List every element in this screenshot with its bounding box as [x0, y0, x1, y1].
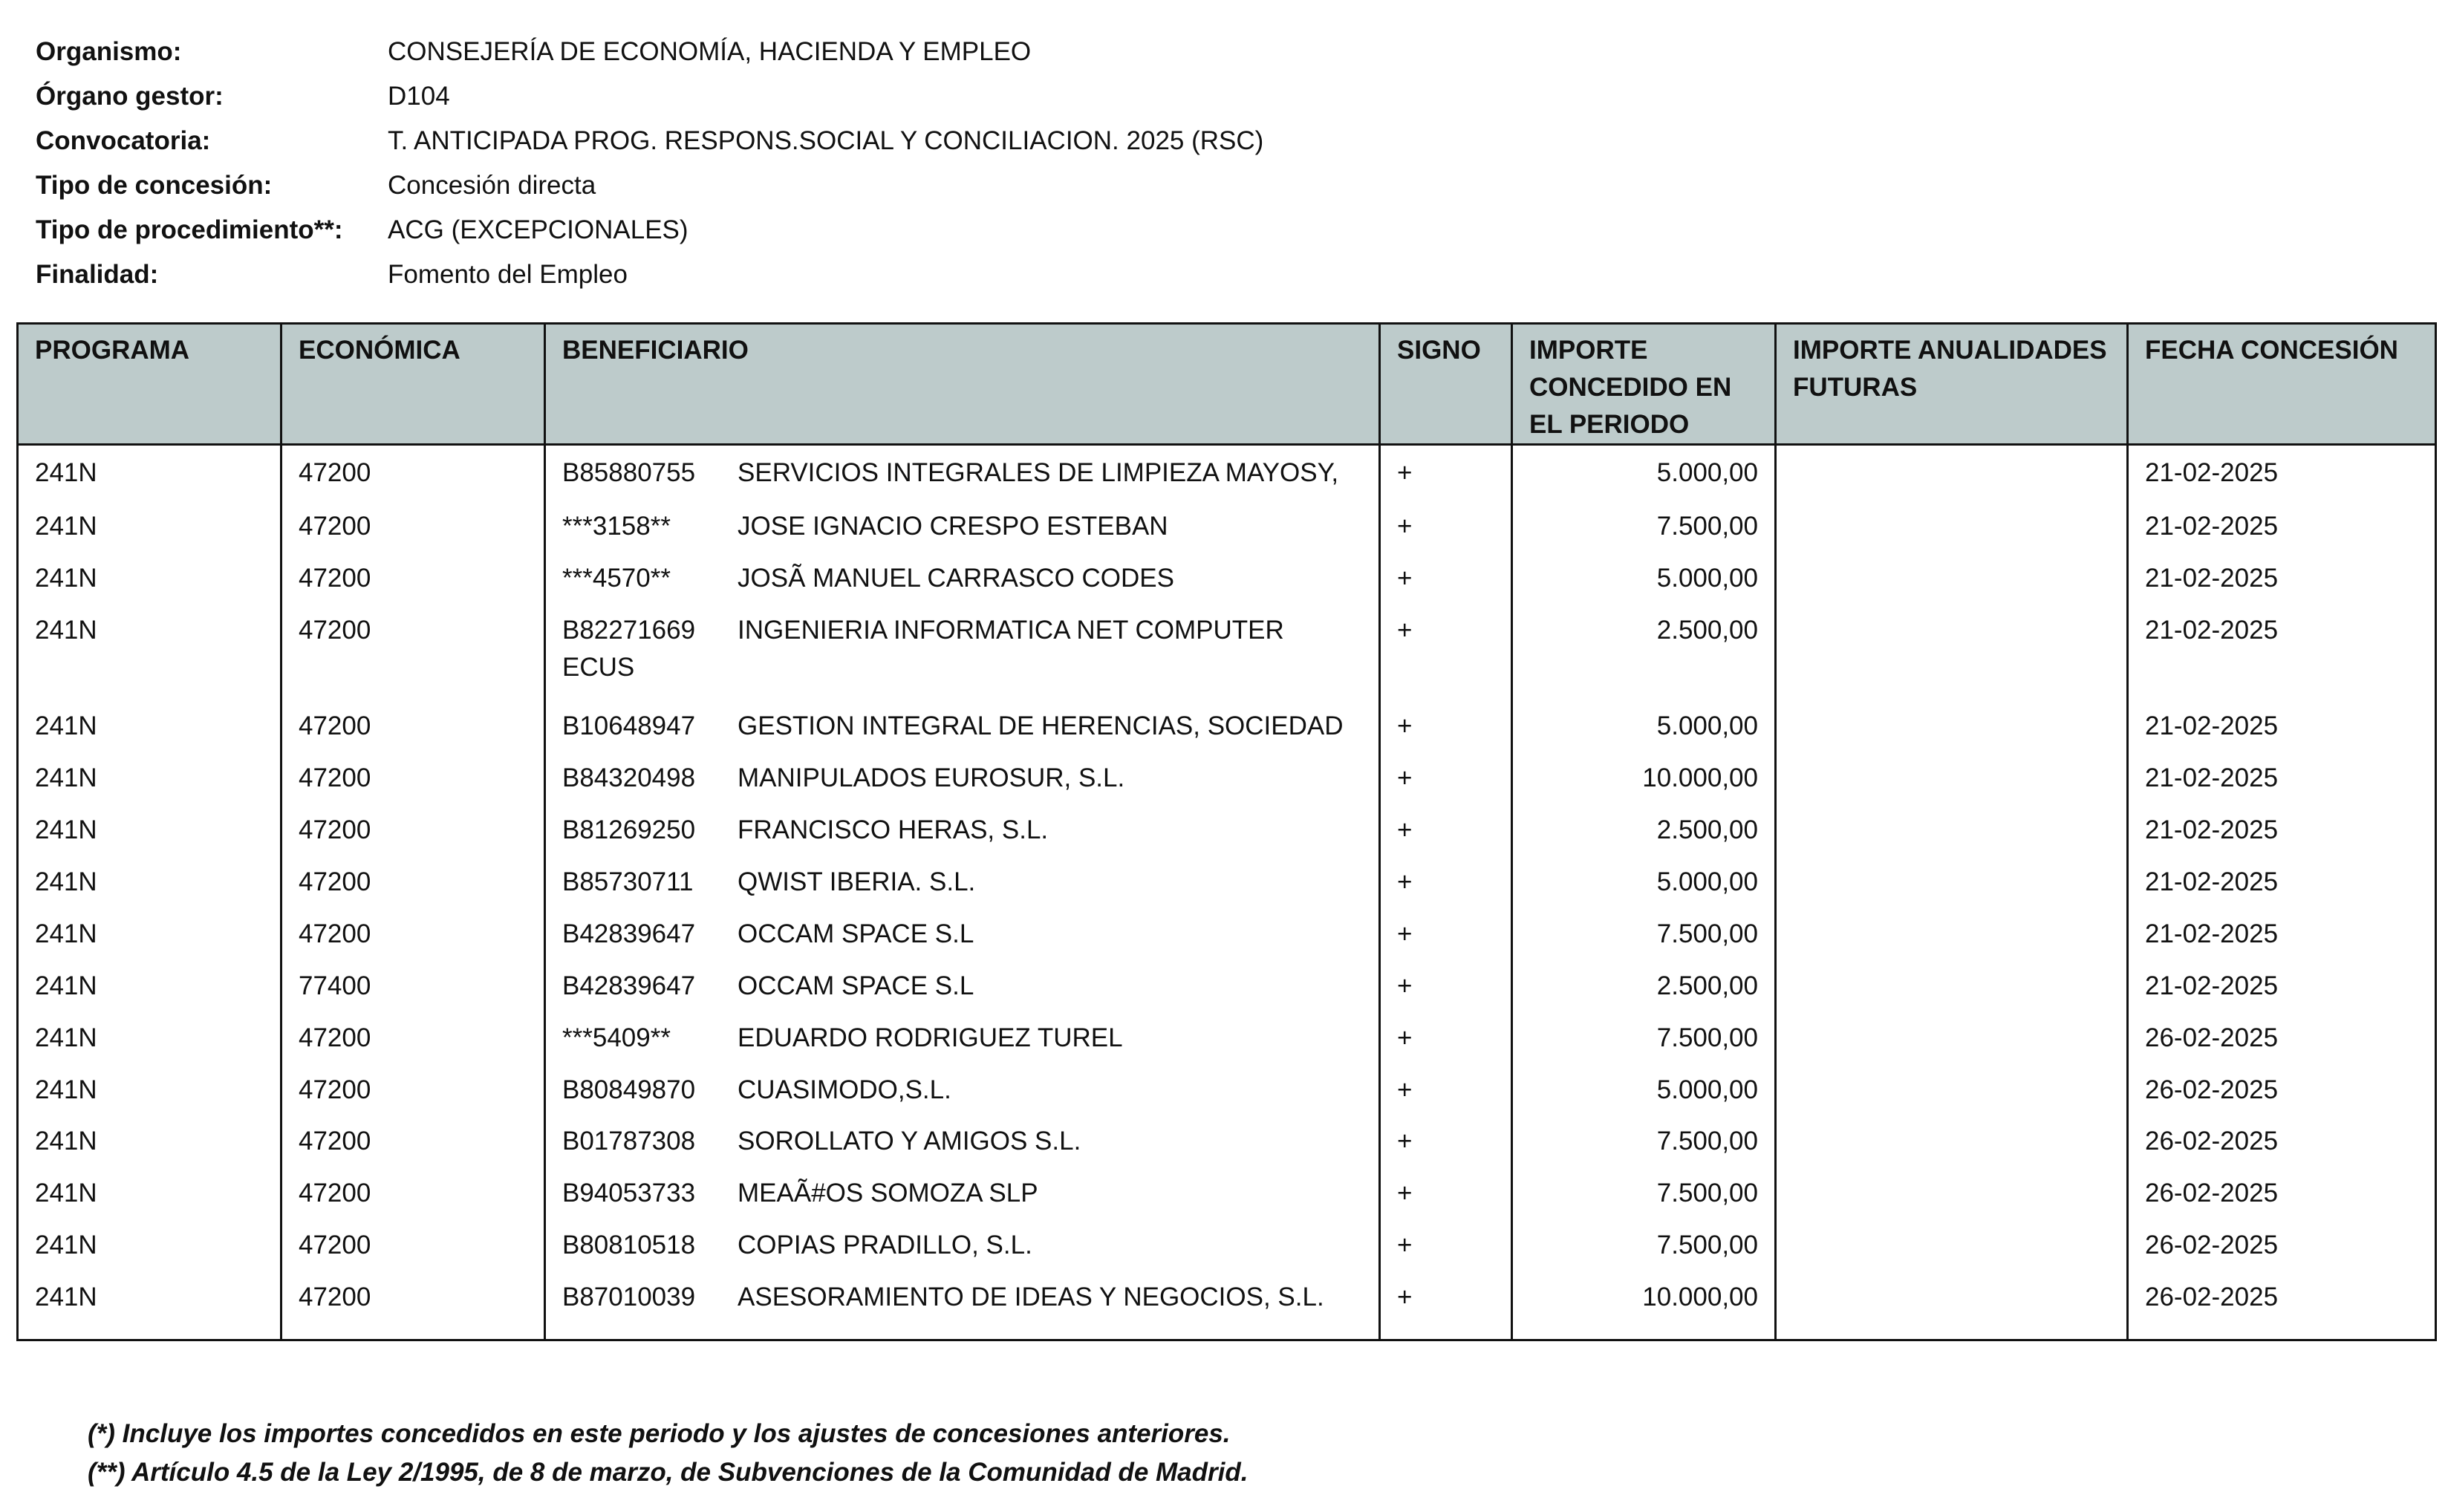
- beneficiary-name: ASESORAMIENTO DE IDEAS Y NEGOCIOS, S.L.: [738, 1283, 1324, 1312]
- cell-programa: 241N: [18, 864, 281, 916]
- cell-fecha-concesion: 21-02-2025: [2128, 445, 2436, 509]
- cell-importe-futuras: [1776, 508, 2128, 560]
- cell-economica: 47200: [281, 1072, 545, 1124]
- cell-importe-concedido: 10.000,00: [1512, 760, 1776, 812]
- cell-beneficiario: [545, 508, 1380, 560]
- column-header-fecha-concesion: FECHA CONCESIÓN: [2128, 324, 2436, 445]
- beneficiary-name: INGENIERIA INFORMATICA NET COMPUTER ECUS: [562, 616, 1284, 682]
- cell-fecha-concesion: 21-02-2025: [2128, 812, 2436, 864]
- cell-fecha-concesion: 21-02-2025: [2128, 708, 2436, 760]
- meta-row-tipo-procedimiento: [36, 208, 1263, 252]
- cell-programa: 241N: [18, 1279, 281, 1331]
- table-row: [18, 612, 2436, 708]
- cell-programa: 241N: [18, 1175, 281, 1227]
- beneficiary-id: B82271669: [562, 616, 696, 645]
- cell-economica: 47200: [281, 1123, 545, 1175]
- table-filler-row: [18, 1331, 2436, 1340]
- cell-importe-concedido: 5.000,00: [1512, 864, 1776, 916]
- meta-value: T. ANTICIPADA PROG. RESPONS.SOCIAL Y CONCILIACION. 2025 (RSC): [388, 126, 1264, 155]
- cell-economica: 47200: [281, 560, 545, 612]
- meta-label: Tipo de procedimiento**:: [36, 215, 343, 244]
- beneficiary-id: ***5409**: [562, 1023, 671, 1052]
- meta-value: Concesión directa: [388, 171, 596, 200]
- table-header-row: [18, 324, 2436, 445]
- cell-importe-concedido: 10.000,00: [1512, 1279, 1776, 1331]
- cell-signo: +: [1380, 1279, 1512, 1331]
- table-row: [18, 445, 2436, 509]
- meta-value: ACG (EXCEPCIONALES): [388, 215, 688, 244]
- cell-importe-futuras: [1776, 864, 2128, 916]
- cell-fecha-concesion: 21-02-2025: [2128, 560, 2436, 612]
- table-row: [18, 760, 2436, 812]
- table-row: [18, 1123, 2436, 1175]
- footnote-2: (**) Artículo 4.5 de la Ley 2/1995, de 8 de marzo, de Subvenciones de la Comunidad de Madrid.: [88, 1458, 1249, 1487]
- table-row: [18, 864, 2436, 916]
- cell-fecha-concesion: 21-02-2025: [2128, 760, 2436, 812]
- cell-beneficiario: [545, 812, 1380, 864]
- cell-importe-futuras: [1776, 1279, 2128, 1331]
- beneficiary-name: MEAÃ#OS SOMOZA SLP: [738, 1179, 1038, 1208]
- cell-economica: 47200: [281, 916, 545, 968]
- table-row: [18, 708, 2436, 760]
- cell-importe-concedido: 2.500,00: [1512, 968, 1776, 1020]
- beneficiary-id: B10648947: [562, 711, 696, 741]
- beneficiary-name: CUASIMODO,S.L.: [738, 1075, 951, 1104]
- beneficiary-id: B80849870: [562, 1075, 696, 1104]
- cell-importe-concedido: 5.000,00: [1512, 708, 1776, 760]
- cell-economica: 47200: [281, 1279, 545, 1331]
- cell-signo: +: [1380, 916, 1512, 968]
- column-header-importe-concedido: IMPORTE CONCEDIDO EN EL PERIODO: [1512, 324, 1776, 445]
- meta-value: CONSEJERÍA DE ECONOMÍA, HACIENDA Y EMPLEO: [388, 37, 1032, 66]
- cell-economica: 47200: [281, 864, 545, 916]
- table-row: [18, 812, 2436, 864]
- cell-beneficiario: [545, 1072, 1380, 1124]
- cell-signo: +: [1380, 1123, 1512, 1175]
- cell-importe-futuras: [1776, 760, 2128, 812]
- cell-importe-concedido: 5.000,00: [1512, 560, 1776, 612]
- cell-signo: +: [1380, 508, 1512, 560]
- cell-importe-futuras: [1776, 1123, 2128, 1175]
- cell-importe-concedido: 7.500,00: [1512, 916, 1776, 968]
- cell-economica: 47200: [281, 1020, 545, 1072]
- table-row: [18, 508, 2436, 560]
- cell-importe-futuras: [1776, 916, 2128, 968]
- cell-fecha-concesion: 21-02-2025: [2128, 508, 2436, 560]
- beneficiary-name: GESTION INTEGRAL DE HERENCIAS, SOCIEDAD: [738, 711, 1344, 741]
- cell-importe-futuras: [1776, 708, 2128, 760]
- cell-beneficiario: [545, 708, 1380, 760]
- cell-importe-concedido: 5.000,00: [1512, 445, 1776, 509]
- cell-economica: 47200: [281, 1175, 545, 1227]
- cell-programa: 241N: [18, 508, 281, 560]
- cell-importe-concedido: 7.500,00: [1512, 1227, 1776, 1279]
- meta-label: Convocatoria:: [36, 126, 211, 155]
- cell-economica: 47200: [281, 445, 545, 509]
- cell-importe-futuras: [1776, 1072, 2128, 1124]
- cell-signo: +: [1380, 1020, 1512, 1072]
- cell-beneficiario: [545, 445, 1380, 509]
- cell-beneficiario: [545, 1123, 1380, 1175]
- cell-importe-concedido: 7.500,00: [1512, 1020, 1776, 1072]
- cell-programa: 241N: [18, 1123, 281, 1175]
- table-row: [18, 1072, 2436, 1124]
- cell-programa: 241N: [18, 560, 281, 612]
- cell-importe-concedido: 7.500,00: [1512, 1123, 1776, 1175]
- table-body: [18, 445, 2436, 1340]
- beneficiary-id: B87010039: [562, 1283, 696, 1312]
- cell-importe-futuras: [1776, 445, 2128, 509]
- meta-row-organo-gestor: [36, 74, 1263, 119]
- cell-beneficiario: [545, 560, 1380, 612]
- meta-row-organismo: [36, 30, 1263, 74]
- meta-label: Organismo:: [36, 37, 182, 66]
- beneficiary-name: JOSE IGNACIO CRESPO ESTEBAN: [738, 512, 1168, 541]
- cell-signo: +: [1380, 560, 1512, 612]
- beneficiary-name: FRANCISCO HERAS, S.L.: [738, 815, 1049, 845]
- beneficiary-id: B80810518: [562, 1231, 696, 1260]
- meta-value: Fomento del Empleo: [388, 260, 628, 289]
- beneficiary-id: B94053733: [562, 1179, 696, 1208]
- meta-row-convocatoria: [36, 119, 1263, 163]
- cell-beneficiario: [545, 1279, 1380, 1331]
- cell-signo: +: [1380, 708, 1512, 760]
- cell-signo: +: [1380, 760, 1512, 812]
- cell-economica: 77400: [281, 968, 545, 1020]
- cell-beneficiario: [545, 760, 1380, 812]
- beneficiary-name: SERVICIOS INTEGRALES DE LIMPIEZA MAYOSY,: [738, 458, 1339, 487]
- cell-signo: +: [1380, 1175, 1512, 1227]
- column-header-economica: ECONÓMICA: [281, 324, 545, 445]
- cell-importe-futuras: [1776, 1175, 2128, 1227]
- cell-fecha-concesion: 26-02-2025: [2128, 1175, 2436, 1227]
- cell-programa: 241N: [18, 1227, 281, 1279]
- beneficiary-id: B84320498: [562, 763, 696, 793]
- cell-importe-futuras: [1776, 1020, 2128, 1072]
- cell-fecha-concesion: 26-02-2025: [2128, 1072, 2436, 1124]
- meta-row-tipo-concesion: [36, 163, 1263, 208]
- cell-fecha-concesion: 26-02-2025: [2128, 1227, 2436, 1279]
- beneficiary-name: EDUARDO RODRIGUEZ TUREL: [738, 1023, 1123, 1052]
- cell-fecha-concesion: 26-02-2025: [2128, 1279, 2436, 1331]
- meta-label: Órgano gestor:: [36, 82, 224, 111]
- cell-importe-concedido: 2.500,00: [1512, 612, 1776, 708]
- cell-economica: 47200: [281, 508, 545, 560]
- cell-programa: 241N: [18, 445, 281, 509]
- cell-programa: 241N: [18, 708, 281, 760]
- cell-beneficiario: [545, 916, 1380, 968]
- cell-economica: 47200: [281, 1227, 545, 1279]
- beneficiary-name: SOROLLATO Y AMIGOS S.L.: [738, 1127, 1081, 1156]
- beneficiary-id: B81269250: [562, 815, 696, 845]
- beneficiary-id: B85880755: [562, 458, 696, 487]
- meta-label: Finalidad:: [36, 260, 159, 289]
- table-row: [18, 968, 2436, 1020]
- cell-importe-futuras: [1776, 812, 2128, 864]
- cell-signo: +: [1380, 812, 1512, 864]
- grants-table: [16, 322, 2437, 1341]
- beneficiary-id: B85730711: [562, 867, 694, 896]
- cell-beneficiario: [545, 1175, 1380, 1227]
- cell-beneficiario: [545, 1020, 1380, 1072]
- cell-signo: +: [1380, 968, 1512, 1020]
- table-row: [18, 1279, 2436, 1331]
- cell-economica: 47200: [281, 812, 545, 864]
- beneficiary-name: COPIAS PRADILLO, S.L.: [738, 1231, 1032, 1260]
- cell-fecha-concesion: 21-02-2025: [2128, 864, 2436, 916]
- table-row: [18, 560, 2436, 612]
- footnote-1: (*) Incluye los importes concedidos en este periodo y los ajustes de concesiones anteriores.: [88, 1419, 1231, 1448]
- table-row: [18, 1227, 2436, 1279]
- cell-importe-futuras: [1776, 1227, 2128, 1279]
- footnotes: [88, 1415, 1248, 1492]
- header-metadata: [36, 30, 1263, 297]
- table-row: [18, 1020, 2436, 1072]
- cell-signo: +: [1380, 864, 1512, 916]
- cell-programa: 241N: [18, 1072, 281, 1124]
- cell-programa: 241N: [18, 968, 281, 1020]
- cell-fecha-concesion: 21-02-2025: [2128, 968, 2436, 1020]
- cell-programa: 241N: [18, 812, 281, 864]
- table-row: [18, 916, 2436, 968]
- meta-value: D104: [388, 82, 450, 111]
- beneficiary-name: OCCAM SPACE S.L: [738, 919, 974, 948]
- cell-economica: 47200: [281, 612, 545, 708]
- cell-beneficiario: [545, 612, 1380, 708]
- cell-importe-concedido: 2.500,00: [1512, 812, 1776, 864]
- beneficiary-name: JOSÃ MANUEL CARRASCO CODES: [738, 564, 1174, 593]
- beneficiary-name: MANIPULADOS EUROSUR, S.L.: [738, 763, 1125, 793]
- cell-fecha-concesion: 21-02-2025: [2128, 612, 2436, 708]
- cell-programa: 241N: [18, 916, 281, 968]
- cell-programa: 241N: [18, 760, 281, 812]
- beneficiary-id: ***4570**: [562, 564, 671, 593]
- cell-beneficiario: [545, 864, 1380, 916]
- cell-importe-concedido: 7.500,00: [1512, 1175, 1776, 1227]
- table-row: [18, 1175, 2436, 1227]
- beneficiary-id: ***3158**: [562, 512, 671, 541]
- cell-importe-futuras: [1776, 560, 2128, 612]
- beneficiary-id: B42839647: [562, 971, 696, 1000]
- cell-programa: 241N: [18, 612, 281, 708]
- column-header-beneficiario: BENEFICIARIO: [545, 324, 1380, 445]
- cell-signo: +: [1380, 1227, 1512, 1279]
- column-header-programa: PROGRAMA: [18, 324, 281, 445]
- meta-label: Tipo de concesión:: [36, 171, 273, 200]
- cell-signo: +: [1380, 612, 1512, 708]
- cell-beneficiario: [545, 1227, 1380, 1279]
- cell-signo: +: [1380, 1072, 1512, 1124]
- cell-signo: +: [1380, 445, 1512, 509]
- cell-fecha-concesion: 26-02-2025: [2128, 1020, 2436, 1072]
- cell-importe-futuras: [1776, 612, 2128, 708]
- column-header-importe-futuras: IMPORTE ANUALIDADES FUTURAS: [1776, 324, 2128, 445]
- cell-economica: 47200: [281, 708, 545, 760]
- cell-importe-futuras: [1776, 968, 2128, 1020]
- beneficiary-name: OCCAM SPACE S.L: [738, 971, 974, 1000]
- beneficiary-name: QWIST IBERIA. S.L.: [738, 867, 976, 896]
- cell-fecha-concesion: 26-02-2025: [2128, 1123, 2436, 1175]
- meta-row-finalidad: [36, 252, 1263, 297]
- cell-beneficiario: [545, 968, 1380, 1020]
- column-header-signo: SIGNO: [1380, 324, 1512, 445]
- cell-importe-concedido: 5.000,00: [1512, 1072, 1776, 1124]
- cell-importe-concedido: 7.500,00: [1512, 508, 1776, 560]
- cell-fecha-concesion: 21-02-2025: [2128, 916, 2436, 968]
- cell-programa: 241N: [18, 1020, 281, 1072]
- beneficiary-id: B01787308: [562, 1127, 696, 1156]
- beneficiary-id: B42839647: [562, 919, 696, 948]
- cell-economica: 47200: [281, 760, 545, 812]
